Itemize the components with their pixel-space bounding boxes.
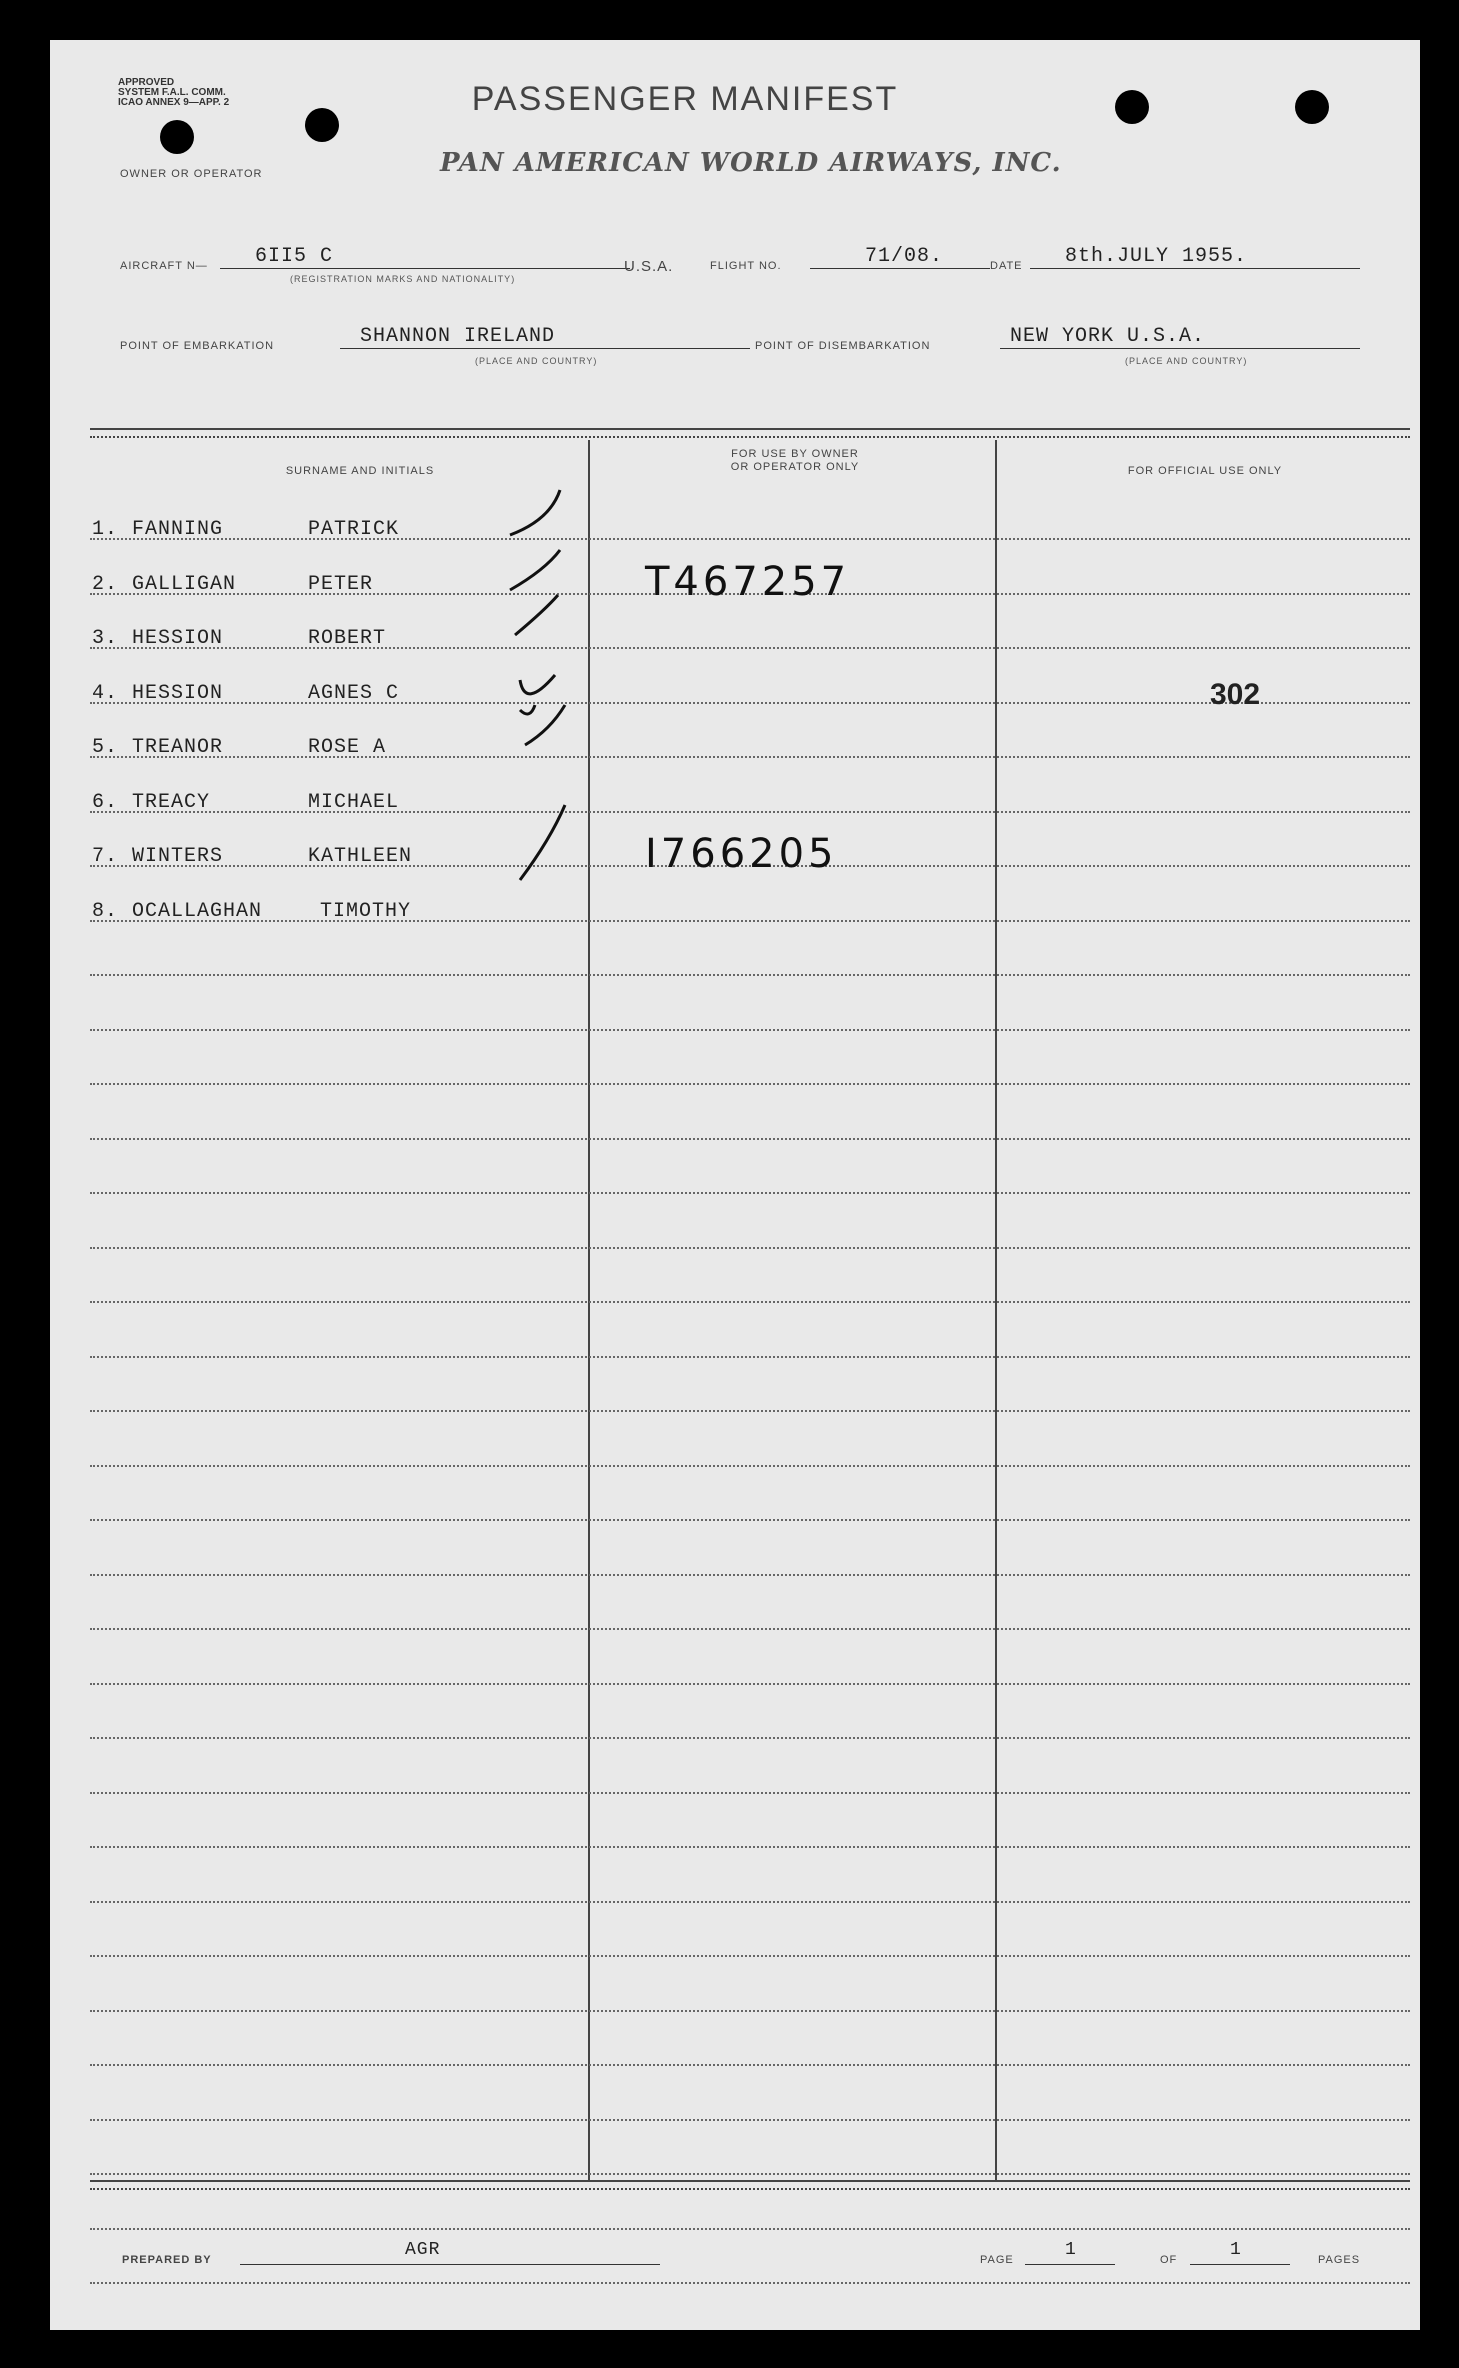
passenger-surname: GALLIGAN <box>132 572 237 596</box>
table-top-rule <box>90 428 1410 430</box>
flight-number: 71/08. <box>865 245 944 268</box>
row-line <box>90 1301 1410 1303</box>
disembark-label: POINT OF DISEMBARKATION <box>755 340 931 352</box>
passenger-surname: OCALLAGHAN <box>132 899 263 923</box>
passenger-number: 8. <box>92 899 119 923</box>
passenger-given-name: ROBERT <box>308 627 387 650</box>
row-line <box>90 1083 1410 1085</box>
check-mark-icon <box>510 490 560 535</box>
passenger-given-name: PETER <box>308 572 374 596</box>
passenger-row <box>50 831 1420 899</box>
aircraft-sublabel: (REGISTRATION MARKS AND NATIONALITY) <box>290 274 516 284</box>
flight-label: FLIGHT NO. <box>710 260 782 272</box>
aircraft-value: 6II5 C <box>255 245 334 268</box>
row-line <box>90 2228 1410 2230</box>
page-underline <box>1025 2264 1115 2265</box>
date-label: DATE <box>990 260 1023 272</box>
embark-sublabel: (PLACE AND COUNTRY) <box>475 356 598 366</box>
row-line <box>90 2064 1410 2066</box>
passenger-number: 6. <box>92 790 119 814</box>
check-mark-icon <box>520 705 535 714</box>
embark-underline <box>340 348 750 349</box>
passenger-given-name: MICHAEL <box>308 790 400 814</box>
row-line <box>90 1901 1410 1903</box>
check-mark-icon <box>520 805 565 880</box>
passenger-given-name: ROSE A <box>308 736 387 759</box>
of-underline <box>1190 2264 1290 2265</box>
prepared-underline <box>240 2264 660 2265</box>
row-line <box>90 1574 1410 1576</box>
check-mark-icon <box>515 595 558 635</box>
passenger-number: 3. <box>92 627 119 650</box>
passenger-number: 5. <box>92 736 119 759</box>
passenger-surname: WINTERS <box>132 845 224 868</box>
manifest-sheet <box>50 40 1420 2330</box>
column-header-surname: SURNAME AND INITIALS <box>285 465 435 477</box>
passenger-surname: TREACY <box>132 790 211 814</box>
page-number: 1 <box>1065 2240 1077 2260</box>
check-mark-icon <box>510 550 560 590</box>
operator-name: PAN AMERICAN WORLD AIRWAYS, INC. <box>440 148 1062 178</box>
aircraft-country: U.S.A. <box>624 258 674 275</box>
prepared-label: PREPARED BY <box>122 2254 212 2266</box>
page-title: PASSENGER MANIFEST <box>471 80 899 118</box>
aircraft-underline <box>220 268 630 269</box>
passenger-row <box>50 900 1420 954</box>
row-line <box>90 974 1410 976</box>
of-label: OF <box>1160 2254 1178 2266</box>
row-line <box>90 2119 1410 2121</box>
row-line <box>90 1628 1410 1630</box>
owner-label: OWNER OR OPERATOR <box>120 168 263 180</box>
flight-date: 8th.JULY 1955. <box>1065 245 1248 268</box>
table-bottom-rule <box>90 2180 1410 2182</box>
passenger-row <box>50 677 1420 736</box>
date-underline <box>1030 268 1360 269</box>
row-line <box>90 1247 1410 1249</box>
passenger-surname: TREANOR <box>132 736 224 759</box>
passenger-given-name: AGNES C <box>308 681 400 705</box>
row-line <box>90 1029 1410 1031</box>
table-bottom-rule <box>90 2188 1410 2190</box>
official-note: 302 <box>1210 677 1261 711</box>
passenger-number: 7. <box>92 845 119 868</box>
row-line <box>90 1846 1410 1848</box>
row-line <box>90 1356 1410 1358</box>
row-line <box>90 1410 1410 1412</box>
check-mark-icon <box>520 675 555 694</box>
row-line <box>90 1955 1410 1957</box>
aircraft-label: AIRCRAFT N— <box>120 260 208 272</box>
approval-line: ICAO ANNEX 9—APP. 2 <box>118 97 230 108</box>
passenger-row <box>50 736 1420 790</box>
column-header-official: FOR OFFICIAL USE ONLY <box>1127 465 1283 477</box>
row-line <box>90 1519 1410 1521</box>
page-total: 1 <box>1230 2240 1242 2260</box>
passenger-given-name: KATHLEEN <box>308 845 413 868</box>
passenger-number: 1. <box>92 518 119 541</box>
embark-label: POINT OF EMBARKATION <box>120 340 275 352</box>
row-line <box>90 2282 1410 2284</box>
row-line <box>90 1683 1410 1685</box>
disembark-underline <box>1000 348 1360 349</box>
passenger-number: 4. <box>92 681 119 705</box>
disembark-value: NEW YORK U.S.A. <box>1010 325 1206 348</box>
passenger-surname: HESSION <box>132 627 224 650</box>
table-top-rule <box>90 436 1410 438</box>
flight-underline <box>810 268 990 269</box>
row-line <box>90 2010 1410 2012</box>
embark-value: SHANNON IRELAND <box>360 325 556 348</box>
row-line <box>90 1792 1410 1794</box>
passenger-given-name: TIMOTHY <box>320 899 412 923</box>
column-header-owner-use: FOR USE BY OWNER OR OPERATOR ONLY <box>730 448 860 473</box>
pages-label: PAGES <box>1318 2254 1361 2266</box>
row-line <box>90 1138 1410 1140</box>
punch-hole-icon <box>160 120 194 154</box>
passenger-given-name: PATRICK <box>308 518 400 541</box>
owner-note: T467257 <box>645 558 851 605</box>
check-marks <box>490 460 600 980</box>
prepared-value: AGR <box>405 2240 441 2260</box>
row-line <box>90 2173 1410 2175</box>
passenger-surname: HESSION <box>132 681 224 705</box>
row-line <box>90 1737 1410 1739</box>
passenger-row <box>50 558 1420 627</box>
row-line <box>90 1192 1410 1194</box>
row-line <box>90 1465 1410 1467</box>
owner-note: I766205 <box>645 831 838 877</box>
approval-line: APPROVED <box>118 77 175 88</box>
approval-line: SYSTEM F.A.L. COMM. <box>118 87 226 98</box>
passenger-number: 2. <box>92 572 119 596</box>
passenger-surname: FANNING <box>132 518 224 541</box>
page-label: PAGE <box>980 2254 1014 2266</box>
disembark-sublabel: (PLACE AND COUNTRY) <box>1125 356 1248 366</box>
passenger-row <box>50 627 1420 681</box>
